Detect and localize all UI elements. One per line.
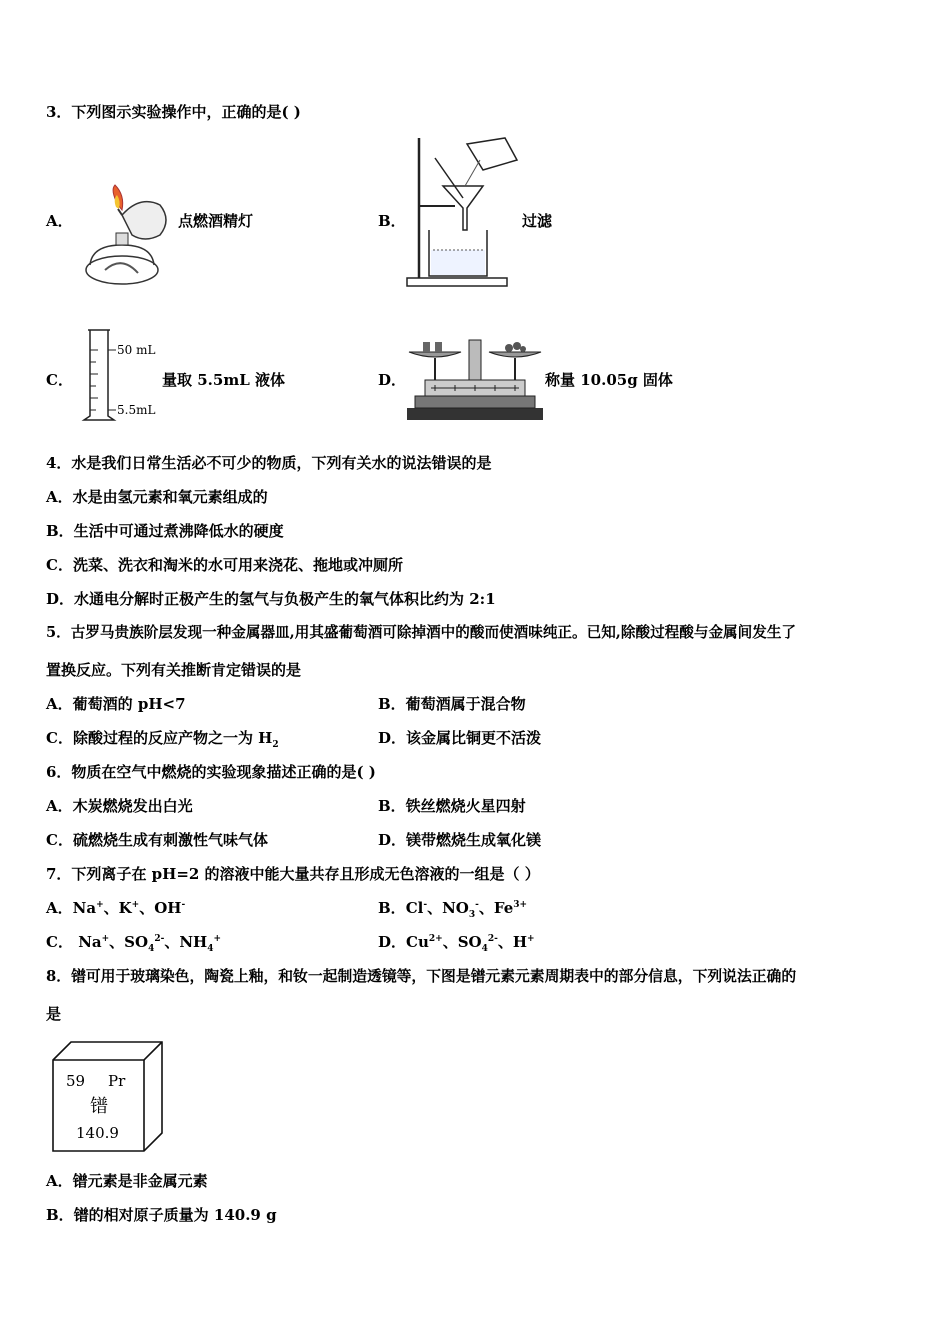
q4-option-a: A．水是由氢元素和氧元素组成的 — [46, 488, 268, 506]
q8-stem-line1: 8．镨可用于玻璃染色，陶瓷上釉，和钕一起制造透镜等，下图是镨元素元素周期表中的部分信息，下列说法正确的 — [46, 968, 797, 985]
element-name: 镨 — [90, 1096, 108, 1117]
q7-option-a — [46, 898, 185, 918]
periodic-table-cell — [52, 1040, 163, 1152]
element-atomic-number: 59 — [66, 1072, 86, 1090]
ion-charge: 2- — [154, 934, 165, 944]
q7-stem: 7．下列离子在 pH=2 的溶液中能大量共存且形成无色溶液的一组是（ ） — [46, 865, 540, 883]
cylinder-mark-top: 50 mL — [117, 343, 156, 357]
q3-option-d-label: D． — [378, 371, 407, 389]
q3-option-b-caption: 过滤 — [522, 212, 553, 230]
filtration-apparatus-illustration — [405, 138, 525, 290]
q8-option-b: B．镨的相对原子质量为 140.9 g — [46, 1206, 277, 1224]
ion-text: Na — [78, 933, 102, 951]
q8-option-a: A．镨元素是非金属元素 — [46, 1172, 208, 1190]
ion-charge: + — [213, 934, 222, 944]
q4-option-d: D．水通电分解时正极产生的氢气与负极产生的氧气体积比约为 2:1 — [46, 590, 496, 608]
alcohol-lamp-illustration — [80, 185, 175, 290]
ion-charge: + — [131, 900, 140, 910]
ion-text: 、OH — [139, 899, 182, 917]
ion-text: 、NO — [427, 899, 469, 917]
q3-option-b-label: B． — [378, 212, 406, 230]
ion-text: 、SO — [442, 933, 482, 951]
ion-charge: - — [181, 900, 186, 910]
q7-option-d-label: D． — [378, 933, 407, 951]
ion-charge: + — [101, 934, 110, 944]
ion-subscript: 3 — [468, 910, 476, 920]
q6-stem: 6．物质在空气中燃烧的实验现象描述正确的是( ) — [46, 763, 376, 781]
q3-stem: 3．下列图示实验操作中，正确的是( ) — [46, 103, 301, 121]
q5-stem-line2: 置换反应。下列有关推断肯定错误的是 — [46, 661, 302, 679]
q5-option-a: A．葡萄酒的 pH<7 — [46, 695, 186, 713]
element-symbol: Pr — [108, 1072, 126, 1090]
q4-stem: 4．水是我们日常生活必不可少的物质，下列有关水的说法错误的是 — [46, 454, 492, 472]
ion-text: Cu — [406, 933, 429, 951]
ion-text: Na — [72, 899, 97, 917]
ion-charge: + — [96, 900, 104, 910]
graduated-cylinder-illustration — [80, 328, 160, 423]
q5-option-b: B．葡萄酒属于混合物 — [378, 695, 526, 713]
q3-option-c-label: C． — [46, 371, 73, 389]
q7-option-c-label: C． — [46, 933, 73, 951]
ion-text: 、K — [103, 899, 132, 917]
q4-option-c: C．洗菜、洗衣和淘米的水可用来浇花、拖地或冲厕所 — [46, 556, 403, 574]
q5-option-c — [46, 728, 279, 748]
ion-text: 、H — [497, 933, 528, 951]
ion-charge: + — [527, 934, 535, 944]
q5-stem-line1: 5．古罗马贵族阶层发现一种金属器皿,用其盛葡萄酒可除掉酒中的酸而使酒味纯正。已知,除酸过程酸与金属间发生了 — [46, 624, 797, 641]
q7-option-d — [378, 932, 535, 952]
ion-charge: 2- — [487, 934, 498, 944]
q6-option-d: D．镁带燃烧生成氧化镁 — [378, 831, 542, 849]
q5-option-c-subscript: 2 — [272, 740, 279, 750]
q5-option-c-text: C．除酸过程的反应产物之一为 H — [46, 729, 273, 747]
q3-option-c-caption: 量取 5.5mL 液体 — [162, 371, 285, 389]
q3-option-d-caption: 称量 10.05g 固体 — [545, 371, 673, 389]
balance-scale-illustration — [405, 330, 545, 422]
ion-charge: 2+ — [428, 934, 443, 944]
ion-subscript: 4 — [148, 944, 155, 954]
ion-text: Cl — [405, 899, 424, 917]
ion-subscript: 4 — [207, 944, 214, 954]
q7-option-a-label: A． — [46, 899, 73, 917]
q7-option-b-label: B． — [378, 899, 406, 917]
ion-text: 、Fe — [478, 899, 514, 917]
q6-option-c: C．硫燃烧生成有刺激性气味气体 — [46, 831, 268, 849]
ion-subscript: 4 — [481, 944, 488, 954]
q8-stem-line2: 是 — [46, 1005, 62, 1023]
element-atomic-mass: 140.9 — [76, 1124, 119, 1142]
ion-charge: - — [423, 900, 428, 910]
ion-text: 、NH — [164, 933, 208, 951]
q7-option-b — [378, 898, 527, 918]
ion-charge: 3+ — [513, 900, 528, 910]
q6-option-a: A．木炭燃烧发出白光 — [46, 797, 193, 815]
q7-option-c — [46, 932, 221, 952]
q5-option-d: D．该金属比铜更不活泼 — [378, 729, 542, 747]
ion-text: 、SO — [109, 933, 149, 951]
q4-option-b: B．生活中可通过煮沸降低水的硬度 — [46, 522, 284, 540]
q3-option-a-caption: 点燃酒精灯 — [178, 212, 254, 230]
ion-charge: - — [475, 900, 479, 910]
q3-option-a-label: A． — [46, 212, 73, 230]
cylinder-mark-bottom: 5.5mL — [117, 403, 156, 417]
q6-option-b: B．铁丝燃烧火星四射 — [378, 797, 526, 815]
